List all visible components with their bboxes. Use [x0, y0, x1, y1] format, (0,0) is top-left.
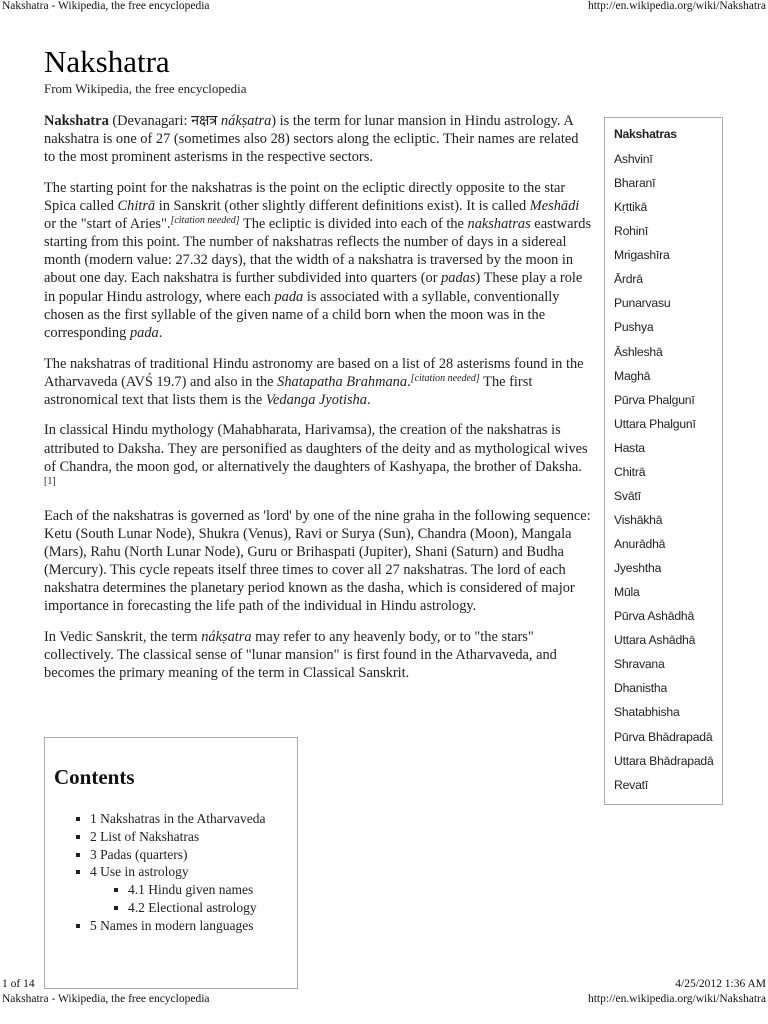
toc-link[interactable]: 4.1 Hindu given names: [128, 882, 254, 898]
infobox-link[interactable]: Svātī: [614, 488, 641, 503]
infobox-item[interactable]: [614, 753, 714, 777]
bullet-icon: [76, 817, 80, 821]
footer-url: http://en.wikipedia.org/wiki/Nakshatra: [587, 993, 766, 1005]
toc-link[interactable]: 4 Use in astrology: [90, 864, 189, 880]
infobox-link[interactable]: Mūla: [614, 585, 640, 600]
link-vedanga[interactable]: [266, 392, 367, 408]
infobox-link[interactable]: Chitrā: [614, 464, 646, 479]
infobox-link[interactable]: Shatabhisha: [614, 705, 680, 720]
infobox-item[interactable]: [614, 319, 714, 343]
text-italic: padas: [441, 270, 476, 287]
text: eastwards starting from this point. The number of nakshatras reflects the number of days in a sidereal month (modern value: 27.32 days), that the width of a nakshatra is traversed by the moon in about one day. Each nakshatra is further subdivided into quarters (or: [44, 216, 592, 287]
citation-text: [citation needed]: [410, 372, 480, 384]
infobox-link[interactable]: Punarvasu: [614, 296, 671, 311]
infobox-item[interactable]: [614, 416, 714, 440]
infobox-item[interactable]: [614, 632, 714, 656]
infobox-link[interactable]: Dhanistha: [614, 681, 668, 696]
infobox-link[interactable]: Ārdrā: [614, 272, 643, 287]
text: In Vedic Sanskrit, the term: [44, 628, 202, 645]
text: .: [366, 391, 371, 408]
infobox-link[interactable]: Bharanī: [614, 176, 656, 191]
article-body: [44, 112, 592, 695]
infobox-link[interactable]: Vishākhā: [614, 512, 663, 527]
infobox-link[interactable]: Kṛttikā: [614, 200, 648, 215]
footer-page-title: Nakshatra - Wikipedia, the free encyclopedia: [2, 993, 210, 1005]
infobox-item[interactable]: [614, 680, 714, 704]
text-italic: nakshatras: [467, 216, 531, 233]
toc-item[interactable]: [76, 863, 265, 881]
infobox-item[interactable]: [614, 729, 714, 753]
infobox-link[interactable]: Anurādhā: [614, 537, 666, 551]
bullet-icon: [76, 924, 80, 928]
citation-needed-link[interactable]: [411, 373, 480, 384]
toc-link[interactable]: 5 Names in modern languages: [90, 917, 254, 933]
text-italic: Chitrā: [117, 198, 156, 215]
page-number: 1 of 14: [2, 978, 35, 990]
infobox-item[interactable]: [614, 344, 714, 368]
infobox-link[interactable]: Jyeshtha: [614, 561, 662, 576]
infobox-link[interactable]: Rohinī: [614, 224, 649, 239]
nakshatras-infobox: [604, 117, 723, 805]
paragraph-vedic: [44, 628, 592, 682]
term-bold: Nakshatra: [44, 113, 109, 129]
citation-needed-link[interactable]: [170, 215, 239, 226]
toc-subitem[interactable]: [114, 881, 265, 899]
infobox-item[interactable]: [614, 199, 714, 223]
header-url: http://en.wikipedia.org/wiki/Nakshatra: [587, 0, 766, 12]
infobox-item[interactable]: [614, 512, 714, 536]
infobox-list: [614, 151, 714, 801]
page-title: Nakshatra: [44, 44, 170, 79]
infobox-link[interactable]: Pūrva Phalgunī: [614, 392, 695, 407]
bullet-icon: [114, 906, 118, 910]
infobox-item[interactable]: [614, 223, 714, 247]
infobox-link[interactable]: Maghā: [614, 368, 651, 383]
text: The first astronomical text that lists them is the: [44, 373, 533, 408]
reference-link[interactable]: [1]: [44, 475, 56, 487]
toc-link[interactable]: 2 List of Nakshatras: [90, 828, 200, 844]
toc-link[interactable]: 3 Padas (quarters): [90, 846, 188, 862]
infobox-item[interactable]: [614, 175, 714, 199]
infobox-item[interactable]: [614, 271, 714, 295]
toc-list: [76, 810, 265, 935]
bullet-icon: [76, 870, 80, 874]
infobox-link[interactable]: Shravana: [614, 657, 665, 672]
infobox-item[interactable]: [614, 151, 714, 175]
infobox-item[interactable]: [614, 392, 714, 416]
text-italic: nákṣatra: [201, 628, 252, 645]
text-italic: pada: [129, 324, 159, 341]
bullet-icon: [76, 853, 80, 857]
infobox-item[interactable]: [614, 777, 714, 801]
text: ) is the term for lunar mansion in Hindu astrology. A nakshatra is one of 27 (sometimes also 28) sectors along the ecliptic. Their names are related to the most prominent asterisms in the respective sectors.: [44, 113, 579, 166]
text: (Devanagari: नक्षत्र: [108, 113, 221, 129]
infobox-link[interactable]: Mrigashīra: [614, 248, 670, 263]
text: or the "start of Aries".: [44, 216, 171, 233]
infobox-link[interactable]: Uttara Bhādrapadā: [614, 753, 714, 768]
infobox-link[interactable]: Pushya: [614, 320, 654, 335]
table-of-contents: [44, 737, 298, 989]
infobox-item[interactable]: [614, 656, 714, 680]
toc-subitem[interactable]: [114, 899, 265, 917]
toc-item[interactable]: [76, 917, 265, 935]
text-italic: Vedanga Jyotisha: [265, 391, 367, 408]
link-shatapatha[interactable]: [277, 374, 407, 390]
text: in Sanskrit (other slightly different definitions exist). It is called: [155, 198, 530, 215]
header-page-title: Nakshatra - Wikipedia, the free encyclopedia: [2, 0, 210, 12]
text-italic: Shatapatha Brahmana: [277, 373, 408, 390]
infobox-item[interactable]: [614, 464, 714, 488]
text: ) These play a role in popular Hindu astrology, where each: [44, 270, 583, 305]
toc-link[interactable]: 1 Nakshatras in the Atharvaveda: [90, 811, 266, 826]
infobox-link[interactable]: Pūrva Bhādrapadā: [614, 729, 713, 744]
paragraph-mythology: [44, 421, 592, 493]
text: The nakshatras of traditional Hindu astronomy are based on a list of 28 asterisms found in the Atharvaveda (AVŚ 19.7) and also in the: [44, 355, 584, 390]
infobox-link[interactable]: Ashvinī: [614, 152, 653, 166]
text: .: [158, 324, 163, 341]
infobox-item[interactable]: [614, 247, 714, 271]
bullet-icon: [114, 888, 118, 892]
text-italic: Meshādi: [529, 198, 580, 215]
infobox-item[interactable]: [614, 295, 714, 319]
text-italic: nákṣatra: [220, 113, 272, 129]
paragraph-intro: [44, 112, 592, 166]
text: In classical Hindu mythology (Mahabharata, Harivamsa), the creation of the nakshatras is attributed to Daksha. They are personified as daughters of the deity and as mythological wives of Chandra, the moon god, or alternatively the daughters of Kashyapa, the brother of Daksha.: [44, 422, 588, 475]
citation-text: [citation needed]: [170, 215, 240, 227]
text: may refer to any heavenly body, or to "the stars" collectively. The classical sense of "lunar mansion" is first found in the Atharvaveda, and becomes the primary meaning of the term in Classical Sanskrit.: [44, 628, 557, 681]
infobox-item[interactable]: [614, 560, 714, 584]
infobox-title: Nakshatras: [614, 127, 677, 141]
infobox-link[interactable]: Uttara Ashādhā: [614, 633, 696, 648]
infobox-item[interactable]: [614, 440, 714, 464]
text: The starting point for the nakshatras is the point on the ecliptic directly opposite to the star Spica called: [44, 179, 566, 215]
toc-item[interactable]: [76, 828, 265, 846]
link-chitra[interactable]: [118, 198, 156, 214]
infobox-link[interactable]: Hasta: [614, 440, 645, 455]
paragraph-traditional: [44, 355, 592, 409]
page-subtitle: From Wikipedia, the free encyclopedia: [44, 81, 247, 96]
infobox-item[interactable]: [614, 704, 714, 728]
bullet-icon: [76, 835, 80, 839]
infobox-item[interactable]: [614, 536, 714, 560]
toc-link[interactable]: 4.2 Electional astrology: [128, 899, 257, 915]
toc-item[interactable]: [76, 846, 265, 864]
infobox-link[interactable]: Uttara Phalgunī: [614, 416, 696, 431]
infobox-link[interactable]: Revatī: [614, 777, 649, 792]
text: The ecliptic is divided into each of the: [239, 216, 468, 233]
paragraph-graha: Each of the nakshatras is governed as 'lord' by one of the nine graha in the following sequence: Ketu (South Lunar Node), Shukra (Venus), Ravi or Surya (Sun), Chandra (Moon), Mangala (Mars), Rahu (North Lunar Node), Guru or Brihaspati (Jupiter), Shani (Saturn) and Budha (Mercury). This cycle repeats itself three times to cover all 27 nakshatras. The lord of each nakshatra determines the planetary period known as the dasha, which is considered of major importance in forecasting the life path of the individual in Hindu astrology.: [44, 507, 591, 614]
infobox-link[interactable]: Pūrva Ashādhā: [614, 609, 695, 624]
infobox-item[interactable]: [614, 584, 714, 608]
text: is associated with a syllable, conventionally chosen as the first syllable of the given name of a child born when the moon was in the corresponding: [44, 288, 560, 341]
text: .: [407, 373, 411, 390]
text-italic: pada: [274, 288, 304, 305]
toc-title: Contents: [54, 765, 135, 789]
infobox-item[interactable]: [614, 368, 714, 392]
paragraph-starting-point: [44, 179, 592, 342]
print-datetime: 4/25/2012 1:36 AM: [675, 978, 766, 990]
infobox-link[interactable]: Āshleshā: [614, 344, 663, 359]
toc-item[interactable]: [76, 810, 265, 828]
infobox-item[interactable]: [614, 488, 714, 512]
infobox-item[interactable]: [614, 608, 714, 632]
